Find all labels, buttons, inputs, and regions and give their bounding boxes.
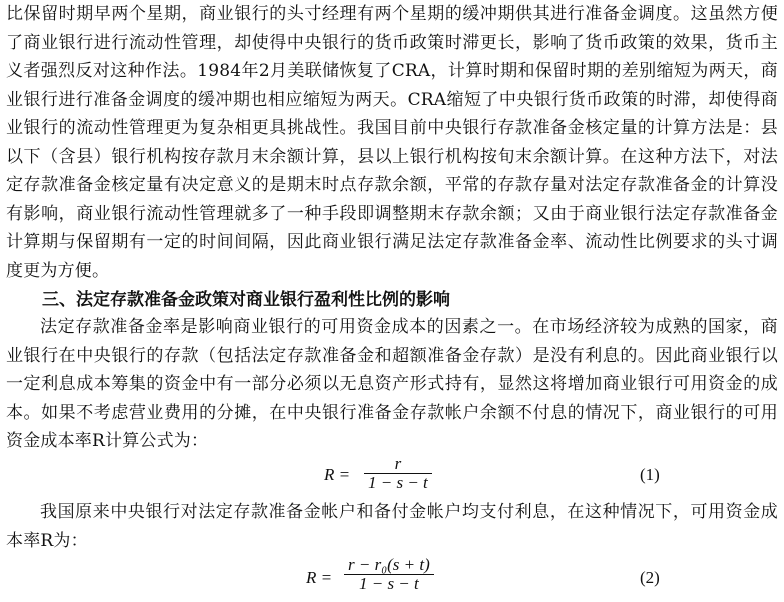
equation-2: [0, 556, 784, 596]
equation-2-fraction: [344, 556, 434, 593]
equation-2-lhs: R =: [306, 568, 333, 587]
equation-1-lhs: R =: [324, 465, 351, 484]
paragraph-reserve-calculation: 比保留时期早两个星期，商业银行的头寸经理有两个星期的缓冲期供其进行准备金调度。这虽然方便了商业银行进行流动性管理，却使得中央银行的货币政策时滞更长，影响了货币政策的效果，货币主义者强烈反对这种作法。1984年2月美联储恢复了CRA，计算时期和保留时期的差别缩短为两天，商业银行进行准备金调度的缓冲期也相应缩短为两天。CRA缩短了中央银行货币政策的时滞，却使得商业银行的流动性管理更为复杂相更具挑战性。我国目前中央银行存款准备金核定量的计算方法是：县以下（含县）银行机构按存款月末余额计算，县以上银行机构按旬末余额计算。在这种方法下，对法定存款准备金核定量有决定意义的是期末时点存款余额，平常的存款存量对法定存款准备金的计算没有影响，商业银行流动性管理就多了一种手段即调整期末存款余额；又由于商业银行法定存款准备金计算期与保留期有一定的时间间隔，因此商业银行满足法定存款准备金率、流动性比例要求的头寸调度更为方便。: [6, 4, 778, 281]
section-heading: 三、法定存款准备金政策对商业银行盈利性比例的影响: [42, 290, 450, 310]
paragraph-reserve-cost: 法定存款准备金率是影响商业银行的可用资金成本的因素之一。在市场经济较为成熟的国家，商业银行在中央银行的存款（包括法定存款准备金和超额准备金存款）是没有利息的。因此商业银行以一定利息成本筹集的资金中有一部分必须以无息资产形式持有，显然这将增加商业银行可用资金的成本。如果不考虑营业费用的分摊，在中央银行准备金存款帐户余额不付息的情况下，商业银行的可用资金成本率R计算公式为：: [6, 317, 778, 451]
equation-1-denominator: 1 − s − t: [368, 473, 428, 492]
equation-1-numerator: r: [394, 454, 402, 473]
equation-2-denominator: 1 − s − t: [358, 574, 419, 593]
equation-2-numerator: r − r₀(s + t): [348, 555, 430, 574]
equation-1: [0, 455, 784, 495]
paragraph-interest-paid: 我国原来中央银行对法定存款准备金帐户和备付金帐户均支付利息，在这种情况下，可用资金成本率R为：: [6, 502, 778, 551]
equation-1-fraction: [364, 455, 432, 492]
equation-1-number: (1): [640, 465, 660, 484]
equation-2-number: (2): [640, 568, 660, 587]
